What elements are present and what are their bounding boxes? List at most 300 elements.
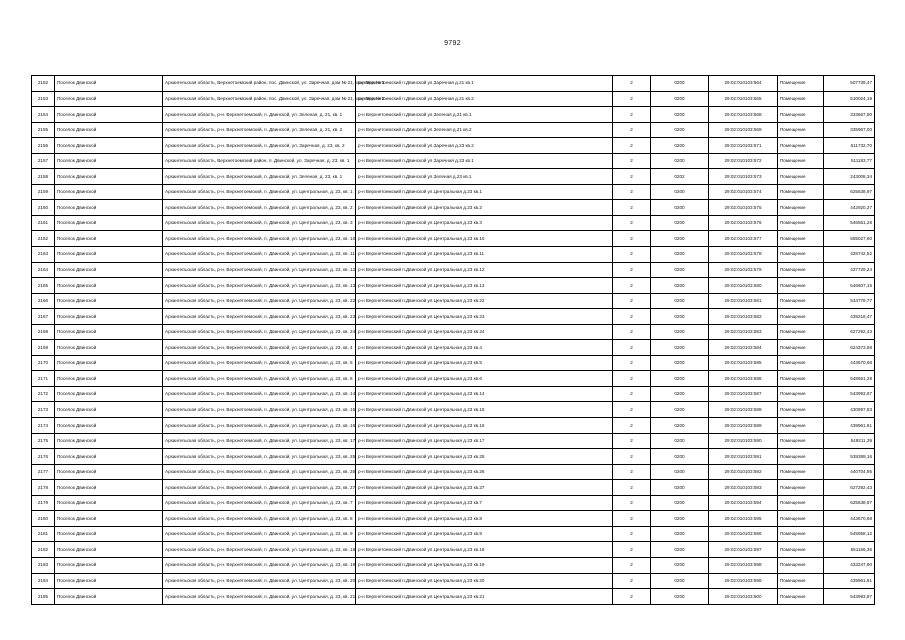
settlement-name: Поселок Двинской [55,122,163,138]
full-address: Архангельская область, Верхнетоемский район, пос. Двинской, ул. Заречная, дом № 21, квартира № 2 [163,91,356,107]
table-row [32,153,875,169]
type-code: 0200 [651,324,709,340]
category-value: 2 [613,76,651,92]
short-address: р-н Верхнетоемский п.Двинской ул.Центральная д.23 кв.25 [356,449,613,465]
row-number: 2178 [32,480,55,496]
category-value: 2 [613,184,651,200]
short-address: р-н Верхнетоемский п.Двинской ул.Центральная д.23 кв.17 [356,433,613,449]
row-number: 2164 [32,262,55,278]
cadastral-value: 625638,97 [824,495,875,511]
table-row [32,309,875,325]
short-address: р-н Верхнетоемский п.Двинской ул.Зеленая д.21 кв.1 [356,107,613,123]
full-address: Архангельская область, р-н. Верхнетоемский, п. Двинской, ул. Центральная, д. 23, кв. 2 [163,200,356,216]
object-type: Помещение [778,542,824,558]
category-value: 2 [613,480,651,496]
short-address: р-н Верхнетоемский п.Двинской ул.Зеленая д.23 кв.1 [356,169,613,185]
cadastral-number: 29:02:010103:595 [709,511,778,527]
full-address: Архангельская область, Верхнетоемский район, п. Двинской, ул. Заречная, д. 23, кв. 1 [163,153,356,169]
cadastral-number: 29:02:010103:586 [709,371,778,387]
full-address: Архангельская область, р-н. Верхнетоемский, п. Двинской, ул. Центральная, д. 23, кв. 19 [163,557,356,573]
full-address: Архангельская область, р-н. Верхнетоемский, п. Двинской, ул. Центральная, д. 23, кв. 23 [163,309,356,325]
short-address: р-н Верхнетоемский п.Двинской ул.Центральная д.23 кв.14 [356,386,613,402]
row-number: 2173 [32,402,55,418]
short-address: р-н Верхнетоемский п.Двинской ул.Центральная д.23 кв.11 [356,247,613,263]
cadastral-number: 29:02:010103:599 [709,573,778,589]
full-address: Архангельская область, р-н. Верхнетоемский, п. Двинской, ул. Центральная, д. 23, кв. 22 [163,293,356,309]
table-row [32,589,875,605]
full-address: Архангельская область, р-н. Верхнетоемский, п. Двинской, ул. Центральная, д. 23, кв. 25 [163,449,356,465]
table-row [32,449,875,465]
full-address: Архангельская область, р-н. Верхнетоемский, п. Двинской, ул. Центральная, д. 23, кв. 24 [163,324,356,340]
cadastral-value: 543993,87 [824,386,875,402]
cadastral-number: 29:02:010103:582 [709,309,778,325]
category-value: 2 [613,542,651,558]
object-type: Помещение [778,107,824,123]
table-row [32,107,875,123]
object-type: Помещение [778,76,824,92]
cadastral-value: 551156,36 [824,542,875,558]
type-code: 0200 [651,200,709,216]
cadastral-number: 29:02:010103:593 [709,480,778,496]
category-value: 2 [613,371,651,387]
cadastral-number: 29:02:010103:589 [709,418,778,434]
category-value: 2 [613,231,651,247]
row-number: 2177 [32,464,55,480]
full-address: Архангельская область, Верхнетоемский район, пос. Двинской, ул. Заречная, дом № 21, квартира № 1 [163,76,356,92]
row-number: 2175 [32,433,55,449]
row-number: 2161 [32,215,55,231]
type-code: 0200 [651,402,709,418]
cadastral-value: 430997,83 [824,402,875,418]
category-value: 2 [613,557,651,573]
short-address: р-н Верхнетоемский п.Двинской ул.Центральная д.23 кв.13 [356,278,613,294]
cadastral-value: 433247,90 [824,557,875,573]
row-number: 2184 [32,573,55,589]
cadastral-value: 243008,34 [824,169,875,185]
full-address: Архангельская область, р-н. Верхнетоемский, п. Двинской, ул. Центральная, д. 23, кв. 11 [163,247,356,263]
short-address: р-н Верхнетоемский п.Двинской ул.Центральная д.23 кв.1 [356,184,613,200]
row-number: 2180 [32,511,55,527]
type-code: 0200 [651,573,709,589]
row-number: 2185 [32,589,55,605]
table-row [32,278,875,294]
row-number: 2154 [32,107,55,123]
type-code: 0200 [651,386,709,402]
cadastral-value: 510024,19 [824,91,875,107]
full-address: Архангельская область, р-н. Верхнетоемский, п. Двинской, ул. Зеленая, д. 21, кв. 1 [163,107,356,123]
cadastral-value: 442920,27 [824,200,875,216]
category-value: 2 [613,200,651,216]
category-value: 2 [613,386,651,402]
object-type: Помещение [778,526,824,542]
short-address: р-н Верхнетоемский п.Двинской ул.Центральная д.23 кв.20 [356,573,613,589]
type-code: 0200 [651,495,709,511]
row-number: 2152 [32,76,55,92]
object-type: Помещение [778,231,824,247]
object-type: Помещение [778,153,824,169]
full-address: Архангельская область, р-н. Верхнетоемский, п. Двинской, ул. Центральная, д. 23, кв. 26 [163,464,356,480]
settlement-name: Поселок Двинской [55,262,163,278]
object-type: Помещение [778,215,824,231]
row-number: 2163 [32,247,55,263]
type-code: 0200 [651,480,709,496]
row-number: 2166 [32,293,55,309]
cadastral-value: 439961,81 [824,573,875,589]
table-row [32,495,875,511]
cadastral-number: 29:02:010103:584 [709,340,778,356]
table-row [32,557,875,573]
cadastral-value: 546607,15 [824,278,875,294]
category-value: 2 [613,573,651,589]
settlement-name: Поселок Двинской [55,495,163,511]
short-address: р-н Верхнетоемский п.Двинской ул.Заречная д.21 кв.2 [356,91,613,107]
cadastral-number: 29:02:010103:569 [709,122,778,138]
type-code: 0200 [651,231,709,247]
settlement-name: Поселок Двинской [55,386,163,402]
settlement-name: Поселок Двинской [55,402,163,418]
category-value: 2 [613,262,651,278]
short-address: р-н Верхнетоемский п.Двинской ул.Центральная д.23 кв.9 [356,526,613,542]
row-number: 2160 [32,200,55,216]
cadastral-number: 29:02:010103:581 [709,293,778,309]
table-row [32,169,875,185]
row-number: 2169 [32,340,55,356]
cadastral-number: 29:02:010103:571 [709,138,778,154]
cadastral-value: 443670,68 [824,355,875,371]
table-row [32,262,875,278]
object-type: Помещение [778,324,824,340]
full-address: Архангельская область, р-н. Верхнетоемский, п. Двинской, ул. Центральная, д. 23, кв. 18 [163,542,356,558]
settlement-name: Поселок Двинской [55,153,163,169]
cadastral-number: 29:02:010103:600 [709,589,778,605]
row-number: 2162 [32,231,55,247]
type-code: 0200 [651,262,709,278]
type-code: 0200 [651,355,709,371]
property-register-table [31,75,875,605]
short-address: р-н Верхнетоемский п.Двинской ул.Центральная д.23 кв.21 [356,589,613,605]
full-address: Архангельская область, р-н. Верхнетоемский, п. Двинской, ул. Центральная, д. 23, кв. 8 [163,511,356,527]
cadastral-number: 29:02:010103:596 [709,526,778,542]
row-number: 2181 [32,526,55,542]
category-value: 2 [613,247,651,263]
cadastral-number: 29:02:010103:564 [709,76,778,92]
object-type: Помещение [778,278,824,294]
type-code: 0200 [651,418,709,434]
settlement-name: Поселок Двинской [55,526,163,542]
short-address: р-н Верхнетоемский п.Двинской ул.Центральная д.23 кв.19 [356,557,613,573]
settlement-name: Поселок Двинской [55,449,163,465]
settlement-name: Поселок Двинской [55,340,163,356]
cadastral-number: 29:02:010103:583 [709,324,778,340]
object-type: Помещение [778,480,824,496]
full-address: Архангельская область, р-н. Верхнетоемский, п. Двинской, ул. Центральная, д. 23, кв. 16 [163,418,356,434]
short-address: р-н Верхнетоемский п.Двинской ул.Центральная д.23 кв.7 [356,495,613,511]
object-type: Помещение [778,589,824,605]
table-row [32,511,875,527]
full-address: Архангельская область, р-н. Верхнетоемский, п. Двинской, ул. Центральная, д. 23, кв. 14 [163,386,356,402]
category-value: 2 [613,511,651,527]
short-address: р-н Верхнетоемский п.Двинской ул.Центральная д.23 кв.8 [356,511,613,527]
category-value: 2 [613,278,651,294]
cadastral-value: 440704,95 [824,464,875,480]
settlement-name: Поселок Двинской [55,355,163,371]
full-address: Архангельская область, р-н. Верхнетоемский, п. Двинской, ул. Зеленая, д. 21, кв. 2 [163,122,356,138]
table-row [32,138,875,154]
type-code: 0200 [651,215,709,231]
full-address: Архангельская область, р-н. Верхнетоемский, п. Двинской, ул. Центральная, д. 23, кв. 9 [163,526,356,542]
cadastral-value: 507739,47 [824,76,875,92]
row-number: 2158 [32,169,55,185]
settlement-name: Поселок Двинской [55,293,163,309]
short-address: р-н Верхнетоемский п.Двинской ул.Центральная д.23 кв.4 [356,340,613,356]
row-number: 2172 [32,386,55,402]
object-type: Помещение [778,247,824,263]
type-code: 0200 [651,542,709,558]
table-row [32,573,875,589]
cadastral-value: 439961,81 [824,418,875,434]
type-code: 0200 [651,464,709,480]
short-address: р-н Верхнетоемский п.Двинской ул.Заречная д.23 кв.2 [356,138,613,154]
object-type: Помещение [778,184,824,200]
full-address: Архангельская область, р-н. Верхнетоемский, п. Двинской, ул. Центральная, д. 23, кв. 12 [163,262,356,278]
page-number: 9792 [444,40,461,47]
type-code: 0200 [651,91,709,107]
object-type: Помещение [778,262,824,278]
short-address: р-н Верхнетоемский п.Двинской ул.Заречная д.21 кв.1 [356,76,613,92]
full-address: Архангельская область, р-н. Верхнетоемский, п. Двинской, ул. Заречная, д. 23, кв. 2 [163,138,356,154]
cadastral-number: 29:02:010103:565 [709,91,778,107]
object-type: Помещение [778,371,824,387]
table-row [32,122,875,138]
cadastral-value: 627292,43 [824,324,875,340]
table-row [32,91,875,107]
full-address: Архангельская область, р-н. Верхнетоемский, п. Двинской, ул. Центральная, д. 23, кв. 7 [163,495,356,511]
object-type: Помещение [778,557,824,573]
type-code: 0202 [651,169,709,185]
settlement-name: Поселок Двинской [55,247,163,263]
cadastral-value: 624373,58 [824,340,875,356]
category-value: 2 [613,464,651,480]
settlement-name: Поселок Двинской [55,480,163,496]
type-code: 0200 [651,433,709,449]
full-address: Архангельская область, р-н. Верхнетоемский, п. Двинской, ул. Центральная, д. 23, кв. 21 [163,589,356,605]
object-type: Помещение [778,91,824,107]
object-type: Помещение [778,169,824,185]
category-value: 2 [613,589,651,605]
cadastral-value: 548561,28 [824,371,875,387]
category-value: 2 [613,355,651,371]
type-code: 0200 [651,184,709,200]
object-type: Помещение [778,200,824,216]
settlement-name: Поселок Двинской [55,184,163,200]
type-code: 0200 [651,371,709,387]
category-value: 2 [613,107,651,123]
short-address: р-н Верхнетоемский п.Двинской ул.Центральная д.23 кв.15 [356,402,613,418]
category-value: 2 [613,418,651,434]
type-code: 0200 [651,340,709,356]
settlement-name: Поселок Двинской [55,433,163,449]
type-code: 0200 [651,511,709,527]
type-code: 0200 [651,122,709,138]
row-number: 2171 [32,371,55,387]
full-address: Архангельская область, р-н. Верхнетоемский, п. Двинской, ул. Центральная, д. 23, кв. 5 [163,355,356,371]
type-code: 0200 [651,138,709,154]
settlement-name: Поселок Двинской [55,91,163,107]
object-type: Помещение [778,340,824,356]
category-value: 2 [613,138,651,154]
cadastral-number: 29:02:010103:574 [709,184,778,200]
table-row [32,76,875,92]
row-number: 2165 [32,278,55,294]
short-address: р-н Верхнетоемский п.Двинской ул.Центральная д.23 кв.22 [356,293,613,309]
table-row [32,418,875,434]
settlement-name: Поселок Двинской [55,418,163,434]
type-code: 0200 [651,107,709,123]
settlement-name: Поселок Двинской [55,589,163,605]
row-number: 2170 [32,355,55,371]
table-row [32,402,875,418]
cadastral-value: 443670,68 [824,511,875,527]
cadastral-value: 546561,28 [824,215,875,231]
cadastral-value: 545958,12 [824,526,875,542]
settlement-name: Поселок Двинской [55,76,163,92]
cadastral-number: 29:02:010103:588 [709,402,778,418]
short-address: р-н Верхнетоемский п.Двинской ул.Центральная д.23 кв.27 [356,480,613,496]
object-type: Помещение [778,433,824,449]
category-value: 2 [613,153,651,169]
category-value: 2 [613,449,651,465]
settlement-name: Поселок Двинской [55,138,163,154]
cadastral-value: 549211,39 [824,433,875,449]
table-row [32,324,875,340]
type-code: 0200 [651,278,709,294]
cadastral-number: 29:02:010103:590 [709,433,778,449]
cadastral-number: 29:02:010103:587 [709,386,778,402]
object-type: Помещение [778,573,824,589]
settlement-name: Поселок Двинской [55,557,163,573]
cadastral-number: 29:02:010103:594 [709,495,778,511]
cadastral-value: 539389,16 [824,449,875,465]
cadastral-value: 625638,97 [824,184,875,200]
object-type: Помещение [778,355,824,371]
table-row [32,371,875,387]
short-address: р-н Верхнетоемский п.Двинской ул.Центральная д.23 кв.12 [356,262,613,278]
short-address: р-н Верхнетоемский п.Двинской ул.Зеленая д.21 кв.2 [356,122,613,138]
cadastral-value: 333667,90 [824,107,875,123]
settlement-name: Поселок Двинской [55,371,163,387]
type-code: 0200 [651,309,709,325]
type-code: 0200 [651,247,709,263]
settlement-name: Поселок Двинской [55,511,163,527]
table-row [32,464,875,480]
row-number: 2179 [32,495,55,511]
settlement-name: Поселок Двинской [55,200,163,216]
cadastral-number: 29:02:010103:580 [709,278,778,294]
object-type: Помещение [778,293,824,309]
settlement-name: Поселок Двинской [55,231,163,247]
row-number: 2159 [32,184,55,200]
object-type: Помещение [778,495,824,511]
table-row [32,184,875,200]
settlement-name: Поселок Двинской [55,169,163,185]
full-address: Архангельская область, р-н. Верхнетоемский, п. Двинской, ул. Центральная, д. 23, кв. 6 [163,371,356,387]
settlement-name: Поселок Двинской [55,464,163,480]
row-number: 2174 [32,418,55,434]
type-code: 0200 [651,153,709,169]
category-value: 2 [613,309,651,325]
table-row [32,526,875,542]
short-address: р-н Верхнетоемский п.Двинской ул.Центральная д.23 кв.5 [356,355,613,371]
row-number: 2176 [32,449,55,465]
table-row [32,542,875,558]
table-row [32,355,875,371]
cadastral-number: 29:02:010103:572 [709,153,778,169]
short-address: р-н Верхнетоемский п.Двинской ул.Центральная д.23 кв.23 [356,309,613,325]
full-address: Архангельская область, р-н. Верхнетоемский, п. Двинской, ул. Центральная, д. 23, кв. 4 [163,340,356,356]
table-body [32,76,875,605]
cadastral-value: 511183,77 [824,153,875,169]
cadastral-number: 29:02:010103:568 [709,107,778,123]
table-row [32,433,875,449]
short-address: р-н Верхнетоемский п.Двинской ул.Центральная д.23 кв.18 [356,542,613,558]
category-value: 2 [613,402,651,418]
settlement-name: Поселок Двинской [55,542,163,558]
row-number: 2156 [32,138,55,154]
category-value: 2 [613,433,651,449]
settlement-name: Поселок Двинской [55,278,163,294]
object-type: Помещение [778,386,824,402]
row-number: 2153 [32,91,55,107]
short-address: р-н Верхнетоемский п.Двинской ул.Центральная д.23 кв.24 [356,324,613,340]
full-address: Архангельская область, р-н. Верхнетоемский, п. Двинской, ул. Центральная, д. 23, кв. 17 [163,433,356,449]
row-number: 2167 [32,309,55,325]
full-address: Архангельская область, р-н. Верхнетоемский, п. Двинской, ул. Центральная, д. 23, кв. 15 [163,402,356,418]
cadastral-number: 29:02:010103:573 [709,169,778,185]
object-type: Помещение [778,138,824,154]
settlement-name: Поселок Двинской [55,573,163,589]
full-address: Архангельская область, р-н. Верхнетоемский, п. Двинской, ул. Центральная, д. 23, кв. 13 [163,278,356,294]
cadastral-value: 543993,87 [824,589,875,605]
type-code: 0200 [651,449,709,465]
cadastral-value: 627292,43 [824,480,875,496]
short-address: р-н Верхнетоемский п.Двинской ул.Заречная д.23 кв.1 [356,153,613,169]
full-address: Архангельская область, р-н. Верхнетоемский, п. Двинской, ул. Центральная, д. 23, кв. 3 [163,215,356,231]
full-address: Архангельская область, р-н. Верхнетоемский, п. Двинской, ул. Центральная, д. 23, кв. 20 [163,573,356,589]
category-value: 2 [613,495,651,511]
cadastral-number: 29:02:010103:579 [709,262,778,278]
cadastral-value: 534778,77 [824,293,875,309]
cadastral-value: 335967,00 [824,122,875,138]
table-row [32,386,875,402]
type-code: 0200 [651,589,709,605]
full-address: Архангельская область, р-н. Верхнетоемский, п. Двинской, ул. Центральная, д. 23, кв. 10 [163,231,356,247]
category-value: 2 [613,324,651,340]
category-value: 2 [613,169,651,185]
settlement-name: Поселок Двинской [55,309,163,325]
full-address: Архангельская область, р-н. Верхнетоемский, п. Двинской, ул. Центральная, д. 23, кв. 27 [163,480,356,496]
category-value: 2 [613,340,651,356]
row-number: 2183 [32,557,55,573]
object-type: Помещение [778,122,824,138]
cadastral-value: 555027,60 [824,231,875,247]
type-code: 0200 [651,526,709,542]
row-number: 2155 [32,122,55,138]
object-type: Помещение [778,464,824,480]
category-value: 2 [613,526,651,542]
object-type: Помещение [778,449,824,465]
table-row [32,215,875,231]
cadastral-number: 29:02:010103:591 [709,449,778,465]
